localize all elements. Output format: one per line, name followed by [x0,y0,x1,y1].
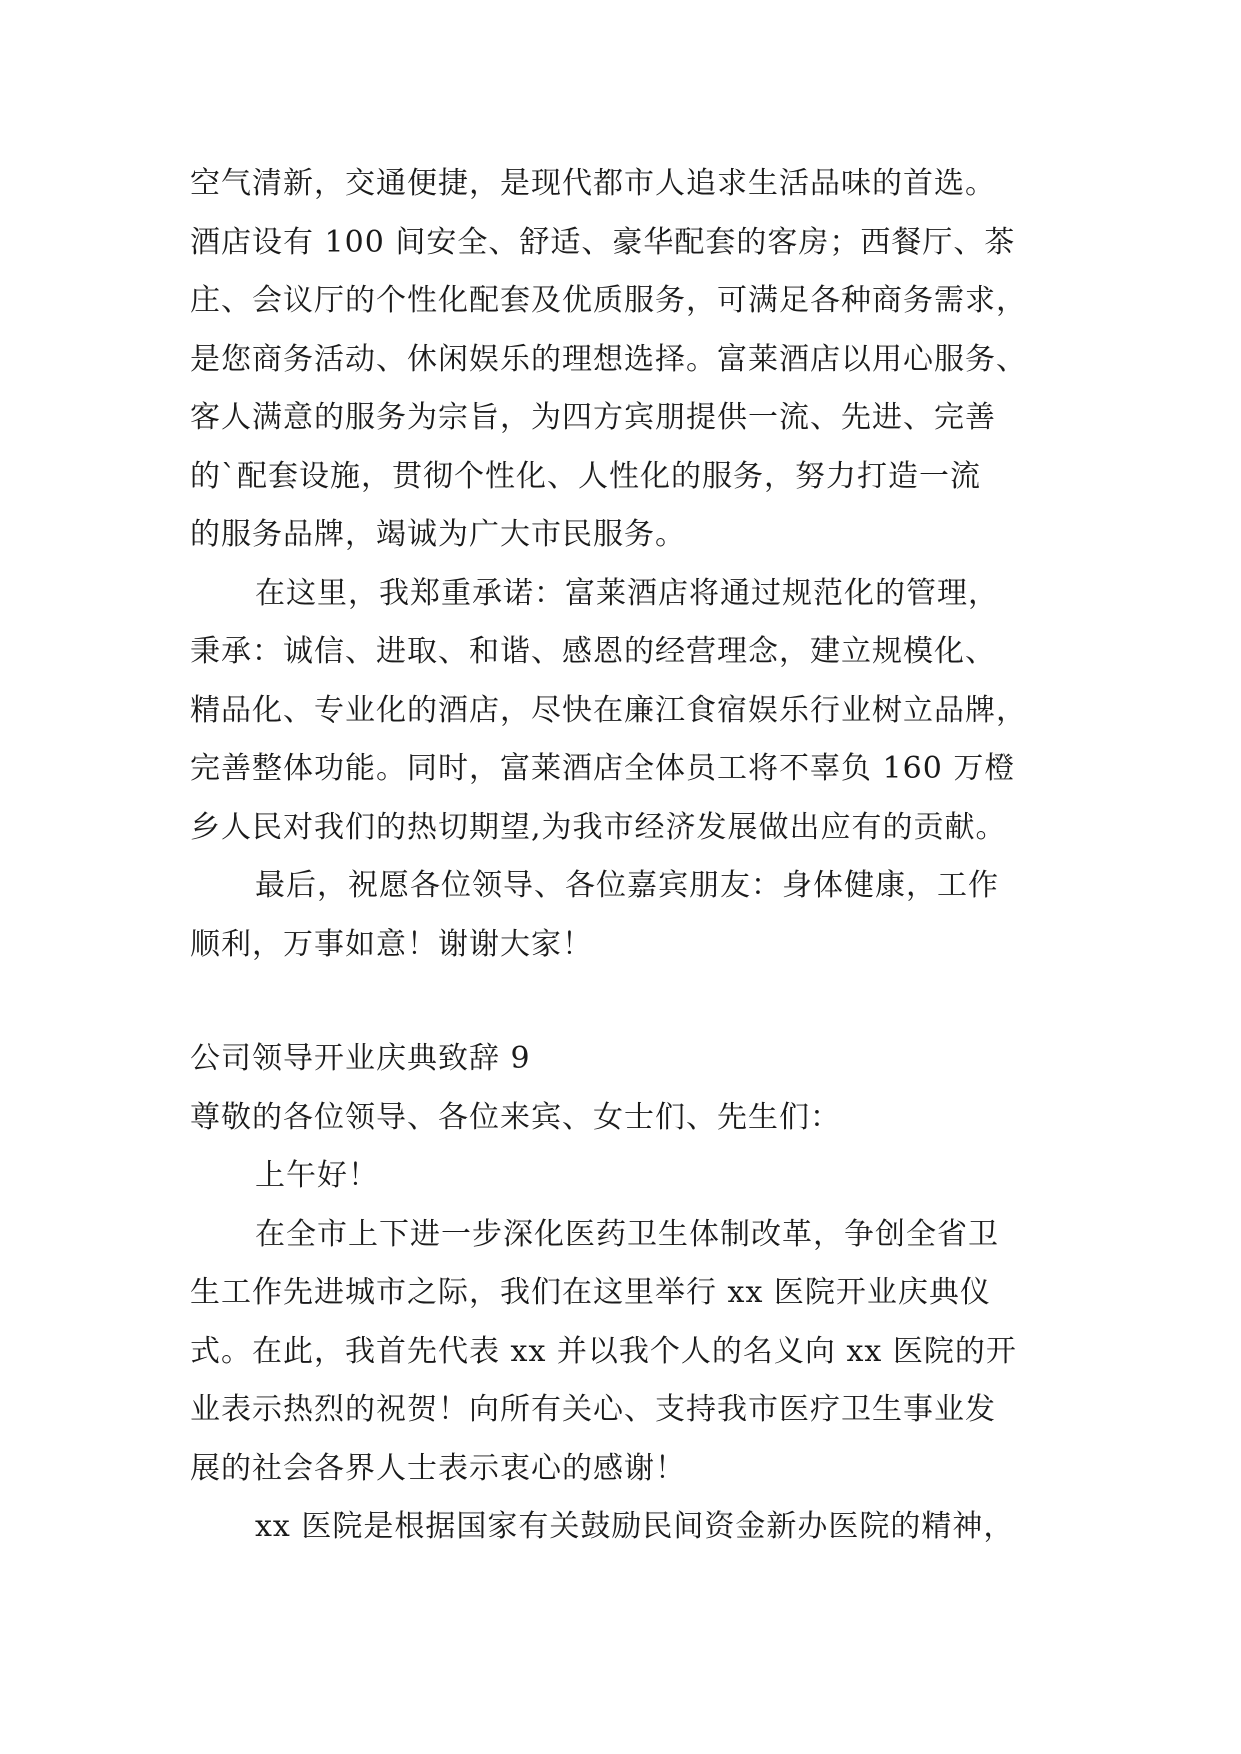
paragraph-line: 业表示热烈的祝贺！向所有关心、支持我市医疗卫生事业发 [190,1392,996,1427]
paragraph-line: 的`配套设施，贯彻个性化、人性化的服务，努力打造一流 [190,458,981,494]
paragraph-line: 是您商务活动、休闲娱乐的理想选择。富莱酒店以用心服务、 [190,341,1027,377]
paragraph-line: 在这里，我郑重承诺：富莱酒店将通过规范化的管理， [255,575,999,611]
paragraph-line: 的服务品牌，竭诚为广大市民服务。 [190,517,686,552]
paragraph-line: 乡人民对我们的热切期望,为我市经济发展做出应有的贡献。 [190,809,1007,845]
paragraph-line: xx 医院是根据国家有关鼓励民间资金新办医院的精神， [255,1509,1015,1544]
paragraph-line: 精品化、专业化的酒店，尽快在廉江食宿娱乐行业树立品牌， [190,692,1027,728]
greeting: 上午好！ [255,1158,379,1193]
section-title: 公司领导开业庆典致辞 9 [190,1041,531,1076]
paragraph-line: 顺利，万事如意！谢谢大家！ [190,926,593,962]
paragraph-line: 空气清新，交通便捷，是现代都市人追求生活品味的首选。 [190,166,996,201]
speech-nine [190,1030,1090,1557]
salutation: 尊敬的各位领导、各位来宾、女士们、先生们： [190,1099,841,1135]
paragraph-line: 生工作先进城市之际，我们在这里举行 xx 医院开业庆典仪 [190,1275,991,1310]
paragraph-line: 客人满意的服务为宗旨，为四方宾朋提供一流、先进、完善 [190,400,996,435]
paragraph-line: 酒店设有 100 间安全、舒适、豪华配套的客房；西餐厅、茶 [190,224,1016,260]
paragraph-line: 完善整体功能。同时，富莱酒店全体员工将不辜负 160 万橙 [190,751,1016,786]
paragraph-line: 式。在此，我首先代表 xx 并以我个人的名义向 xx 医院的开 [190,1333,1017,1369]
paragraph-line: 秉承：诚信、进取、和谐、感恩的经营理念，建立规模化、 [190,634,996,669]
speech-continuation [190,155,1090,974]
paragraph-line: 展的社会各界人士表示衷心的感谢！ [190,1450,686,1486]
paragraph-line: 在全市上下进一步深化医药卫生体制改革，争创全省卫 [255,1216,999,1252]
paragraph-line: 庄、会议厅的个性化配套及优质服务，可满足各种商务需求， [190,283,1027,318]
paragraph-line: 最后，祝愿各位领导、各位嘉宾朋友：身体健康，工作 [255,868,999,903]
